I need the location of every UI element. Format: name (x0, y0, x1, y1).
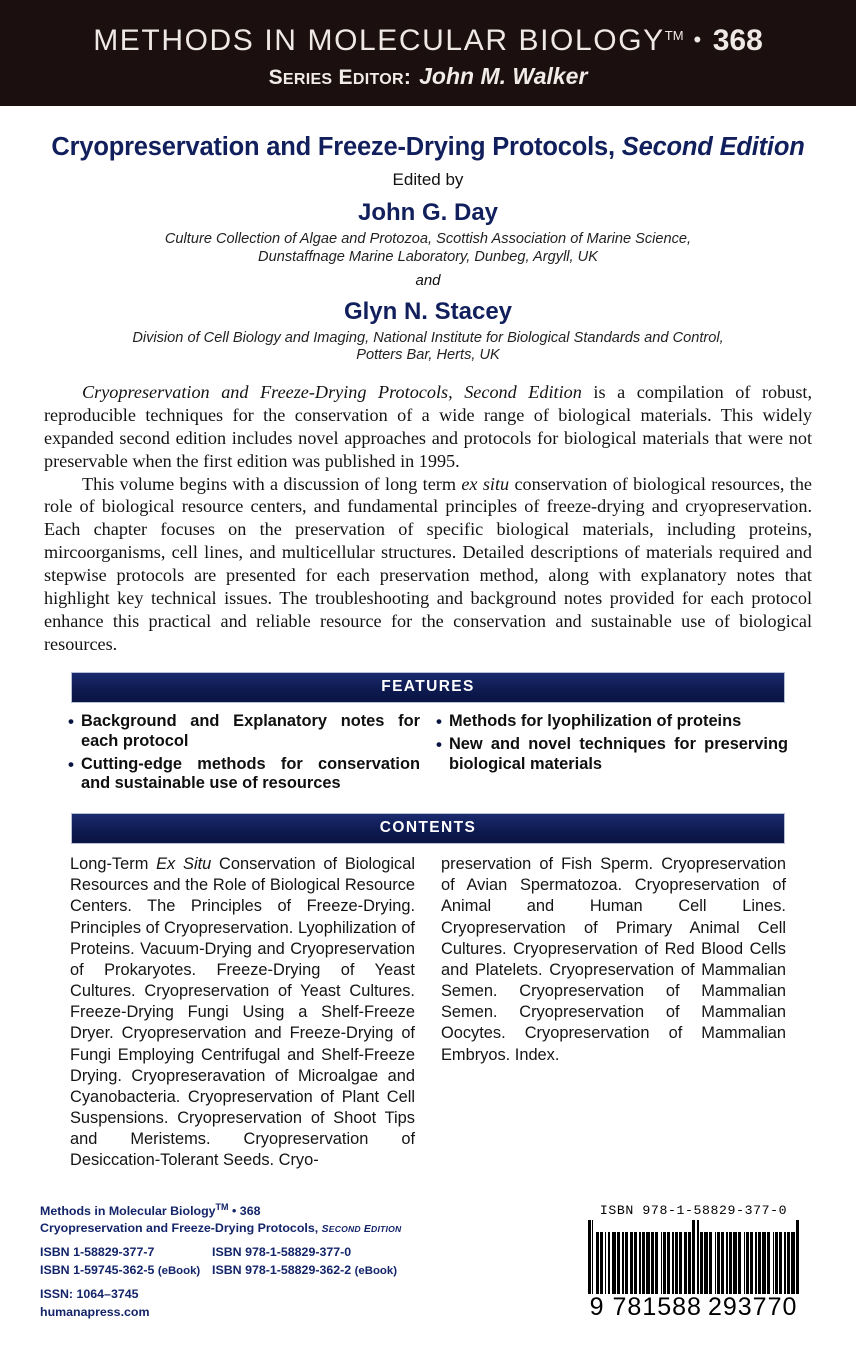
footer-series-number: 368 (239, 1204, 261, 1218)
bullet-separator-icon: • (693, 27, 703, 52)
back-cover-body (0, 133, 856, 1171)
barcode-digit-lead: 9 (589, 1293, 605, 1321)
footer-publication-info (40, 1199, 401, 1321)
barcode-bars-graphic (588, 1220, 800, 1294)
isbn-value: 978-1-58829-362-2 (245, 1262, 352, 1277)
description-paragraph-2 (44, 473, 812, 656)
feature-item-text: New and novel techniques for preserving biological materials (448, 735, 788, 773)
barcode-isbn-text: ISBN 978-1-58829-377-0 (599, 1203, 788, 1218)
description-p1-rest: is a compilation of robust, reproducible techniques for the conservation of a wide range of biological materials. This widely expanded second edition includes novel approaches and protocols for biological materials that were not preservable when the first edition was published in 1995. (44, 382, 812, 471)
contents-left-a: Long-Term (70, 855, 157, 874)
isbn-ebook-left (40, 1262, 212, 1280)
isbn-value: 1-58829-377-7 (73, 1245, 155, 1259)
isbn-list (40, 1244, 401, 1279)
isbn-label: ISBN (212, 1262, 242, 1277)
isbn-ebook-right (212, 1262, 397, 1280)
series-title-line (93, 26, 763, 56)
footer-book-title: Cryopreservation and Freeze-Drying Protocols, (40, 1220, 319, 1235)
book-title (38, 133, 818, 161)
contents-left-b: Conservation of Biological Resources and the Role of Biological Resource Centers. The Principles of Freeze-Drying. Principles of Cryopreservation. Lyophilization of Proteins. Vacuum-Drying and Cryopreservation of Prokaryotes. Freeze-Drying of Yeast Cultures. Cryopreservation of Yeast Cultures. Freeze-Drying Fungi Using a Shelf-Freeze Dryer. Cryopreservation and Freeze-Drying of Fungi Employing Centrifugal and Shelf-Freeze Drying. Cryopreseravation of Microalgae and Cyanobacteria. Cryopreservation of Plant Cell Suspensions. Cryopreservation of Shoot Tips and Meristems. Cryopreservation of Desiccation-Tolerant Seeds. Cryo- (70, 855, 415, 1170)
contents-column-right: preservation of Fish Sperm. Cryopreservation of Avian Spermatozoa. Cryopreservation of Animal and Human Cell Lines. Cryopreservation of Primary Animal Cell Cultures. Cryopreservation of Red Blood Cells and Platelets. Cryopreservation of Mammalian Semen. Cryopreservation of Mammalian Semen. Cryopreservation of Mammalian Oocytes. Cryopreservation of Mammalian Embryos. Index. (441, 855, 786, 1064)
feature-item (68, 712, 420, 751)
series-header-band (0, 0, 856, 106)
series-editor-line (269, 65, 588, 88)
bullet-icon: • (436, 712, 442, 732)
edited-by-label: Edited by (392, 170, 464, 190)
issn-line: ISSN: 1064–3745 (40, 1287, 139, 1302)
isbn-label: ISBN (40, 1262, 70, 1277)
editor-affiliation-2-line2: Potters Bar, Herts, UK (356, 347, 500, 364)
editor-affiliation-2-line1: Division of Cell Biology and Imaging, National Institute for Biological Standards and Control, (132, 329, 724, 346)
series-editor-label: SERIES EDITOR: (268, 66, 412, 89)
feature-item-text: Cutting-edge methods for conservation and sustainable use of resources (80, 754, 420, 793)
editor-affiliation-1-line1: Culture Collection of Algae and Protozoa, Scottish Association of Marine Science, (164, 231, 692, 248)
editor-name-2: Glyn N. Stacey (343, 297, 513, 325)
feature-item (436, 735, 788, 774)
contents-left-italic: Ex Situ (156, 855, 212, 874)
bullet-icon: • (436, 735, 442, 755)
and-connector: and (415, 271, 441, 289)
contents-section-bar: CONTENTS (71, 813, 785, 844)
footer-series-line (40, 1201, 401, 1220)
bullet-icon: • (68, 754, 74, 774)
book-title-main: Cryopreservation and Freeze-Drying Protocols, (51, 133, 615, 161)
isbn-ebook-note: (eBook) (157, 1264, 201, 1277)
description-p1-title: Cryopreservation and Freeze-Drying Protocols, Second Edition (82, 382, 582, 403)
trademark-icon: TM (215, 1202, 229, 1212)
barcode-digits (571, 1293, 816, 1322)
isbn-label: ISBN (40, 1245, 70, 1259)
editor-affiliation-1-line2: Dunstaffnage Marine Laboratory, Dunbeg, Argyll, UK (258, 248, 598, 265)
editor-affiliation-1 (38, 231, 818, 267)
isbn-label: ISBN (212, 1245, 242, 1259)
features-column-right (436, 712, 788, 797)
feature-item-text: Methods for lyophilization of proteins (448, 712, 742, 731)
trademark-icon: TM (664, 28, 684, 43)
isbn-value: 978-1-58829-377-0 (245, 1245, 352, 1259)
contents-column-left (70, 854, 415, 1171)
feature-item-text: Background and Explanatory notes for each protocol (80, 712, 420, 751)
barcode-digit-group-1: 781588 (612, 1293, 702, 1321)
editor-affiliation-2 (38, 330, 818, 366)
isbn-row (40, 1244, 401, 1262)
editor-name-1: John G. Day (357, 199, 499, 227)
footer-book-edition: SECOND EDITION (321, 1223, 402, 1235)
feature-item (436, 712, 788, 732)
description-paragraph-1 (44, 381, 812, 472)
contents-columns (70, 854, 786, 1171)
book-description (38, 381, 818, 655)
description-p2-a: This volume begins with a discussion of long term (82, 473, 462, 494)
footer-bullet-icon: • (232, 1204, 237, 1218)
bullet-icon: • (68, 712, 74, 732)
isbn-value: 1-59745-362-5 (73, 1262, 155, 1277)
series-volume-number: 368 (712, 24, 763, 57)
cover-footer (0, 1199, 856, 1322)
isbn-print-right (212, 1244, 351, 1262)
book-title-edition: Second Edition (621, 133, 805, 161)
barcode-block (571, 1199, 816, 1322)
features-section-bar: FEATURES (71, 672, 785, 703)
isbn-ebook-note: (eBook) (354, 1264, 398, 1277)
footer-book-line (40, 1220, 401, 1237)
publisher-website-link[interactable]: humanapress.com (40, 1305, 150, 1320)
footer-series-text: Methods in Molecular Biology (40, 1204, 216, 1218)
isbn-row (40, 1262, 401, 1280)
description-p2-b: conservation of biological resources, the role of biological resource centers, and fundamental principles of freeze-drying and cryopreservation. Each chapter focuses on the preservation of specific biological materials, including proteins, mircoorganisms, cell lines, and multicellular structures. Detailed descriptions of materials required and stepwise protocols are presented for each preservation method, along with explanatory notes that highlight key technical issues. The troubleshooting and background notes provided for each protocol enhance this practical and reliable resource for the conservation and sustainable use of biological resources. (44, 473, 812, 654)
series-title-text: METHODS IN MOLECULAR BIOLOGY (93, 24, 665, 57)
description-p2-italic: ex situ (461, 473, 510, 494)
features-columns (68, 712, 788, 797)
isbn-print-left (40, 1244, 212, 1262)
features-column-left (68, 712, 420, 797)
barcode-digit-group-2: 293770 (707, 1293, 798, 1321)
series-editor-name: John M. Walker (419, 63, 588, 89)
feature-item (68, 755, 420, 794)
